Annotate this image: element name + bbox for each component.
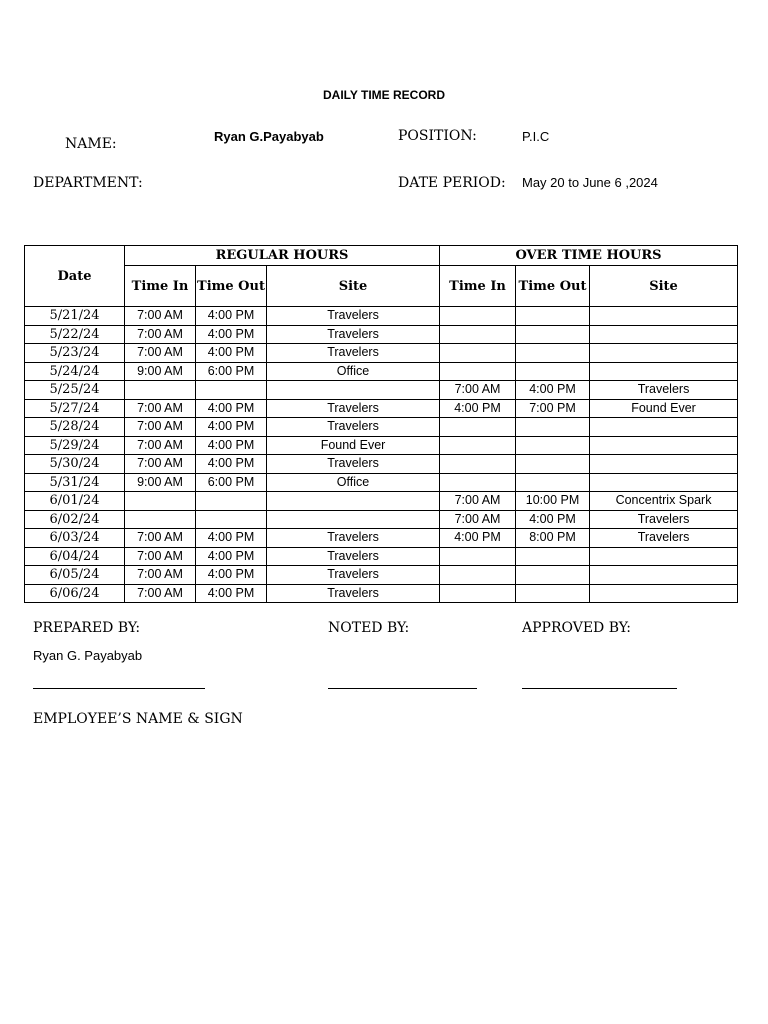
row-overtime-time-in-cell: 7:00 AM: [440, 381, 516, 400]
regular-hours-header: REGULAR HOURS: [125, 246, 440, 266]
row-date-cell: 6/05/24: [25, 566, 125, 585]
row-overtime-site-cell: [590, 547, 738, 566]
row-overtime-time-in-cell: [440, 325, 516, 344]
row-overtime-site-cell: [590, 455, 738, 474]
row-regular-time-out-cell: [196, 492, 267, 511]
row-regular-time-out-cell: 4:00 PM: [196, 399, 267, 418]
table-row: [25, 399, 738, 418]
row-date-cell: 6/04/24: [25, 547, 125, 566]
row-date-cell: 5/22/24: [25, 325, 125, 344]
row-overtime-site-cell: [590, 436, 738, 455]
row-date-cell: 5/28/24: [25, 418, 125, 437]
employee-sign-label: EMPLOYEE’S NAME & SIGN: [33, 711, 243, 727]
date-period-label: DATE PERIOD:: [398, 175, 506, 191]
row-regular-site-cell: Travelers: [267, 418, 440, 437]
row-regular-time-in-cell: 7:00 AM: [125, 584, 196, 603]
row-regular-time-in-cell: 9:00 AM: [125, 473, 196, 492]
row-overtime-time-in-cell: [440, 307, 516, 326]
row-regular-site-cell: Travelers: [267, 307, 440, 326]
table-row: [25, 344, 738, 363]
row-overtime-time-in-cell: 7:00 AM: [440, 492, 516, 511]
prepared-by-name: Ryan G. Payabyab: [33, 648, 143, 663]
row-overtime-time-out-cell: 8:00 PM: [516, 529, 590, 548]
row-regular-time-in-cell: 7:00 AM: [125, 307, 196, 326]
prepared-by-signature-line: [33, 688, 205, 689]
overtime-site-header: Site: [590, 266, 738, 307]
row-overtime-time-in-cell: [440, 455, 516, 474]
row-overtime-time-in-cell: 7:00 AM: [440, 510, 516, 529]
row-regular-site-cell: Travelers: [267, 566, 440, 585]
noted-by-signature-line: [328, 688, 477, 689]
row-regular-time-out-cell: 4:00 PM: [196, 547, 267, 566]
row-regular-time-out-cell: 4:00 PM: [196, 436, 267, 455]
row-date-cell: 5/25/24: [25, 381, 125, 400]
row-regular-time-out-cell: [196, 510, 267, 529]
table-row: [25, 529, 738, 548]
table-row: [25, 492, 738, 511]
row-regular-time-out-cell: 4:00 PM: [196, 325, 267, 344]
row-overtime-site-cell: [590, 473, 738, 492]
row-date-cell: 5/24/24: [25, 362, 125, 381]
position-value: P.I.C: [522, 129, 550, 144]
row-overtime-site-cell: [590, 307, 738, 326]
row-regular-time-in-cell: [125, 492, 196, 511]
row-overtime-site-cell: Concentrix Spark: [590, 492, 738, 511]
time-record-table: [24, 245, 738, 603]
row-regular-time-out-cell: 6:00 PM: [196, 362, 267, 381]
row-date-cell: 5/21/24: [25, 307, 125, 326]
row-regular-site-cell: Travelers: [267, 325, 440, 344]
row-overtime-site-cell: [590, 566, 738, 585]
table-row: [25, 418, 738, 437]
table-row: [25, 473, 738, 492]
table-row: [25, 381, 738, 400]
row-regular-time-out-cell: 4:00 PM: [196, 455, 267, 474]
table-row: [25, 455, 738, 474]
row-overtime-time-out-cell: [516, 455, 590, 474]
row-overtime-time-out-cell: 7:00 PM: [516, 399, 590, 418]
row-overtime-time-out-cell: [516, 362, 590, 381]
row-regular-site-cell: Travelers: [267, 547, 440, 566]
row-overtime-site-cell: [590, 584, 738, 603]
row-regular-time-in-cell: 7:00 AM: [125, 547, 196, 566]
row-regular-time-in-cell: 7:00 AM: [125, 325, 196, 344]
row-overtime-time-in-cell: [440, 566, 516, 585]
row-date-cell: 5/27/24: [25, 399, 125, 418]
position-label: POSITION:: [398, 128, 477, 144]
row-regular-site-cell: [267, 381, 440, 400]
table-row: [25, 362, 738, 381]
row-overtime-time-out-cell: 10:00 PM: [516, 492, 590, 511]
document-title: DAILY TIME RECORD: [322, 88, 445, 102]
row-overtime-time-out-cell: [516, 307, 590, 326]
row-date-cell: 6/02/24: [25, 510, 125, 529]
table-row: [25, 566, 738, 585]
row-date-cell: 6/03/24: [25, 529, 125, 548]
row-regular-time-out-cell: 6:00 PM: [196, 473, 267, 492]
overtime-hours-header: OVER TIME HOURS: [440, 246, 738, 266]
row-overtime-time-in-cell: [440, 473, 516, 492]
table-row: [25, 584, 738, 603]
row-regular-time-out-cell: 4:00 PM: [196, 584, 267, 603]
row-overtime-site-cell: [590, 362, 738, 381]
row-date-cell: 6/06/24: [25, 584, 125, 603]
row-overtime-time-in-cell: [440, 436, 516, 455]
row-regular-time-in-cell: 7:00 AM: [125, 344, 196, 363]
row-regular-time-in-cell: 7:00 AM: [125, 529, 196, 548]
row-regular-time-out-cell: 4:00 PM: [196, 418, 267, 437]
row-overtime-site-cell: [590, 344, 738, 363]
row-regular-site-cell: Office: [267, 362, 440, 381]
row-regular-time-in-cell: [125, 381, 196, 400]
row-regular-site-cell: Office: [267, 473, 440, 492]
row-regular-site-cell: [267, 510, 440, 529]
name-value: Ryan G.Payabyab: [214, 129, 324, 144]
row-overtime-time-out-cell: [516, 473, 590, 492]
row-date-cell: 5/29/24: [25, 436, 125, 455]
row-overtime-site-cell: [590, 325, 738, 344]
row-overtime-time-out-cell: [516, 547, 590, 566]
approved-by-signature-line: [522, 688, 677, 689]
row-date-cell: 5/31/24: [25, 473, 125, 492]
row-regular-time-out-cell: 4:00 PM: [196, 566, 267, 585]
table-row: [25, 547, 738, 566]
date-header: Date: [25, 246, 125, 307]
row-regular-time-in-cell: 7:00 AM: [125, 399, 196, 418]
row-regular-site-cell: Travelers: [267, 529, 440, 548]
noted-by-label: NOTED BY:: [328, 620, 410, 636]
overtime-time-in-header: Time In: [440, 266, 516, 307]
row-regular-time-out-cell: 4:00 PM: [196, 307, 267, 326]
prepared-by-label: PREPARED BY:: [33, 620, 141, 636]
row-regular-site-cell: Travelers: [267, 584, 440, 603]
row-regular-time-out-cell: 4:00 PM: [196, 344, 267, 363]
regular-time-out-header: Time Out: [196, 266, 267, 307]
row-overtime-time-in-cell: [440, 418, 516, 437]
row-overtime-site-cell: Found Ever: [590, 399, 738, 418]
overtime-time-out-header: Time Out: [516, 266, 590, 307]
regular-time-in-header: Time In: [125, 266, 196, 307]
row-overtime-time-out-cell: 4:00 PM: [516, 510, 590, 529]
row-regular-time-out-cell: [196, 381, 267, 400]
row-overtime-time-out-cell: [516, 566, 590, 585]
row-overtime-site-cell: Travelers: [590, 529, 738, 548]
row-overtime-time-in-cell: [440, 547, 516, 566]
row-date-cell: 5/23/24: [25, 344, 125, 363]
table-row: [25, 307, 738, 326]
row-regular-time-in-cell: 9:00 AM: [125, 362, 196, 381]
row-overtime-time-out-cell: [516, 418, 590, 437]
name-label: NAME:: [65, 136, 117, 152]
date-period-value: May 20 to June 6 ,2024: [522, 175, 658, 190]
row-overtime-site-cell: Travelers: [590, 381, 738, 400]
time-record-rows: [25, 307, 738, 603]
row-regular-site-cell: [267, 492, 440, 511]
row-overtime-time-out-cell: [516, 344, 590, 363]
row-regular-site-cell: Travelers: [267, 399, 440, 418]
row-overtime-time-in-cell: [440, 344, 516, 363]
row-overtime-time-out-cell: [516, 436, 590, 455]
row-overtime-time-in-cell: [440, 362, 516, 381]
row-date-cell: 5/30/24: [25, 455, 125, 474]
regular-site-header: Site: [267, 266, 440, 307]
row-overtime-time-out-cell: [516, 325, 590, 344]
department-label: DEPARTMENT:: [33, 175, 143, 191]
row-overtime-time-in-cell: 4:00 PM: [440, 399, 516, 418]
row-overtime-site-cell: [590, 418, 738, 437]
row-regular-site-cell: Found Ever: [267, 436, 440, 455]
table-row: [25, 436, 738, 455]
row-overtime-time-out-cell: 4:00 PM: [516, 381, 590, 400]
row-overtime-time-out-cell: [516, 584, 590, 603]
row-regular-time-out-cell: 4:00 PM: [196, 529, 267, 548]
row-regular-time-in-cell: 7:00 AM: [125, 566, 196, 585]
row-regular-time-in-cell: 7:00 AM: [125, 418, 196, 437]
row-regular-time-in-cell: [125, 510, 196, 529]
row-date-cell: 6/01/24: [25, 492, 125, 511]
row-overtime-site-cell: Travelers: [590, 510, 738, 529]
row-regular-time-in-cell: 7:00 AM: [125, 436, 196, 455]
table-row: [25, 325, 738, 344]
row-overtime-time-in-cell: [440, 584, 516, 603]
row-overtime-time-in-cell: 4:00 PM: [440, 529, 516, 548]
row-regular-time-in-cell: 7:00 AM: [125, 455, 196, 474]
row-regular-site-cell: Travelers: [267, 455, 440, 474]
row-regular-site-cell: Travelers: [267, 344, 440, 363]
approved-by-label: APPROVED BY:: [522, 620, 631, 636]
table-row: [25, 510, 738, 529]
